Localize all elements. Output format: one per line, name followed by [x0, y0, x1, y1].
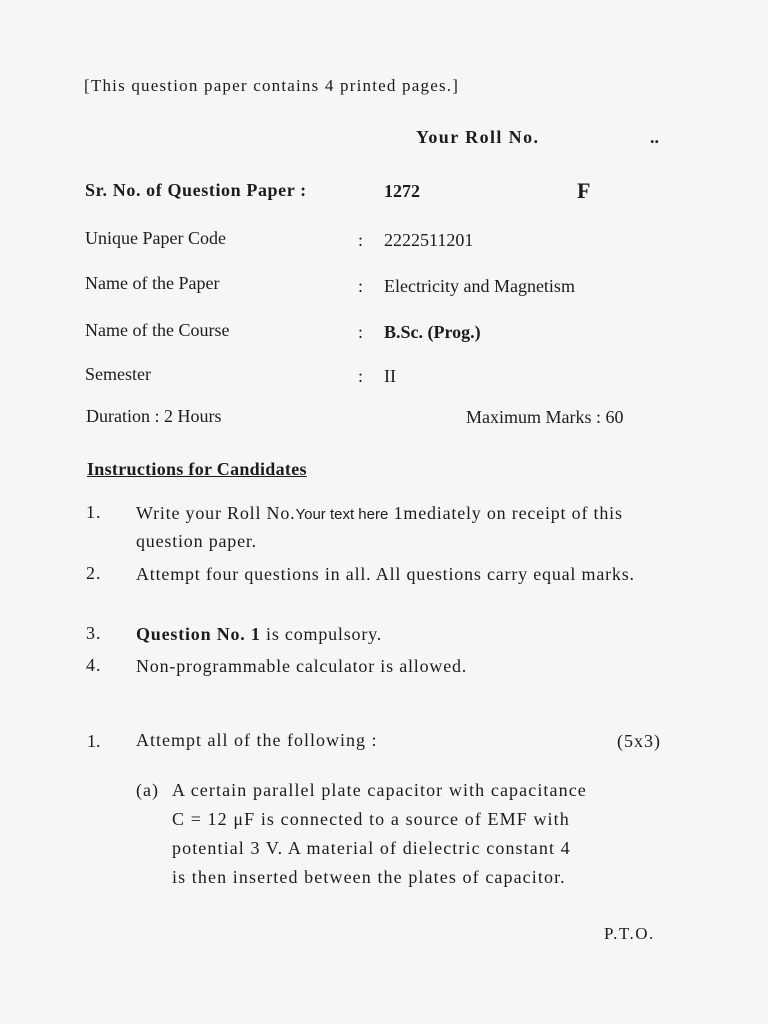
instruction-text: 1mediately on receipt of this question paper.: [136, 503, 623, 551]
unique-paper-code-label: Unique Paper Code: [85, 228, 226, 248]
instruction-number: 3.: [86, 623, 102, 643]
semester-label: Semester: [85, 364, 151, 384]
instruction-bold-text: Question No. 1: [136, 624, 261, 644]
instruction-item: Non-programmable calculator is allowed.: [136, 656, 468, 676]
course-name-value: B.Sc. (Prog.): [384, 322, 481, 342]
instructions-title: Instructions for Candidates: [87, 459, 307, 479]
instruction-number: 1.: [86, 502, 102, 522]
colon: :: [358, 366, 364, 386]
pto-note: P.T.O.: [604, 924, 655, 943]
instruction-item: [136, 621, 676, 647]
course-name-label: Name of the Course: [85, 320, 230, 340]
instruction-number: 2.: [86, 563, 102, 583]
part-a-label: (a): [136, 780, 159, 800]
part-a-line: C = 12 μF is connected to a source of EMF with: [172, 809, 570, 829]
question-marks: (5x3): [617, 731, 661, 751]
paper-name-label: Name of the Paper: [85, 273, 220, 293]
paper-name-value: Electricity and Magnetism: [384, 276, 575, 296]
maximum-marks: Maximum Marks : 60: [466, 407, 624, 427]
question-text: Attempt all of the following :: [136, 730, 378, 750]
instruction-item: Attempt four questions in all. All questions carry equal marks.: [136, 564, 635, 584]
roll-number-dots: ..: [650, 127, 659, 147]
colon: :: [358, 276, 364, 296]
set-code: F: [577, 178, 591, 203]
part-a-line: is then inserted between the plates of capacitor.: [172, 867, 566, 887]
overlay-text: Your text here: [295, 506, 389, 523]
roll-number-label: Your Roll No.: [416, 127, 540, 147]
semester-value: II: [384, 366, 396, 386]
duration: Duration : 2 Hours: [86, 406, 222, 426]
instruction-text: is compulsory.: [260, 624, 383, 644]
instruction-text: Write your Roll No.: [136, 503, 296, 523]
instruction-number: 4.: [86, 655, 102, 675]
colon: :: [358, 322, 364, 342]
pages-note: [This question paper contains 4 printed pages.]: [84, 76, 460, 95]
unique-paper-code-value: 2222511201: [384, 230, 474, 250]
question-number: 1.: [87, 731, 101, 751]
part-a-line: potential 3 V. A material of dielectric constant 4: [172, 838, 571, 858]
instruction-item: [136, 500, 676, 554]
part-a-line: A certain parallel plate capacitor with capacitance: [172, 780, 587, 800]
sr-no-label: Sr. No. of Question Paper :: [85, 180, 307, 200]
colon: :: [358, 230, 364, 250]
sr-no-value: 1272: [384, 181, 420, 201]
